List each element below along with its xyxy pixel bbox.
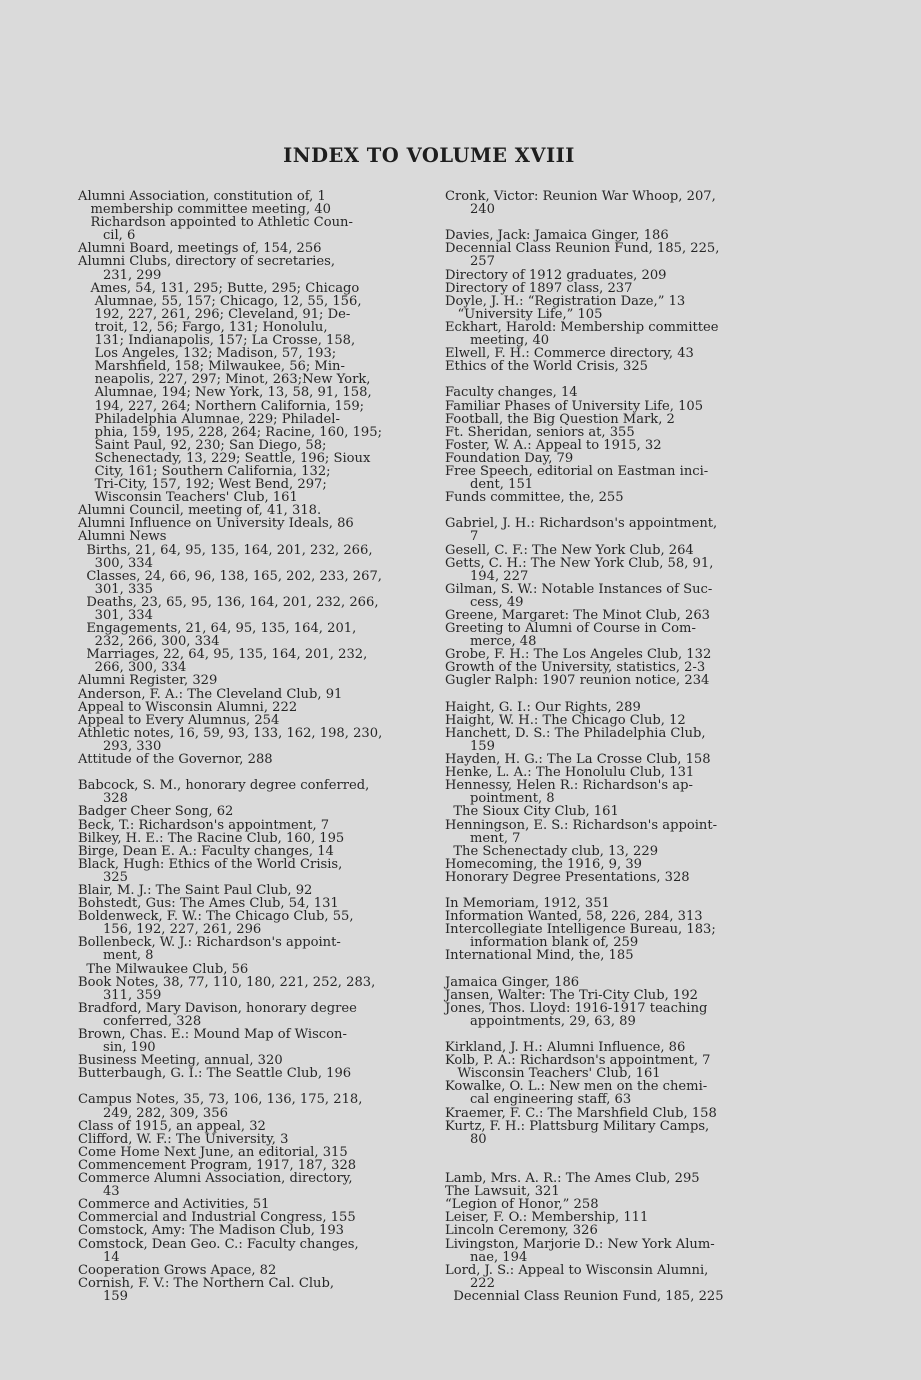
index-entry-line: 301, 335 (78, 581, 153, 597)
index-entry-line: Ethics of the World Crisis, 325 (445, 359, 649, 375)
index-entry-line: Ames, 54, 131, 295; Butte, 295; Chicago (78, 280, 360, 296)
index-entry-line: Athletic notes, 16, 59, 93, 133, 162, 198, 230, (78, 725, 383, 741)
index-entry-line: Davies, Jack: Jamaica Ginger, 186 (445, 228, 669, 244)
index-entry-line: Blair, M. J.: The Saint Paul Club, 92 (78, 882, 313, 898)
index-entry-line: Lincoln Ceremony, 326 (445, 1223, 598, 1239)
index-entry-line: 301, 334 (78, 608, 153, 623)
index-entry-line: sin, 190 (78, 1040, 156, 1056)
index-entry-line: Book Notes, 38, 77, 110, 180, 221, 252, 283, (78, 974, 376, 990)
index-entry-line: Familiar Phases of University Life, 105 (445, 398, 704, 414)
index-entry-line: Kraemer, F. C.: The Marshfield Club, 158 (445, 1105, 717, 1121)
index-entry-line: Doyle, J. H.: “Registration Daze,” 13 (445, 293, 686, 309)
index-entry-line: Bilkey, H. E.: The Racine Club, 160, 195 (78, 830, 345, 846)
index-entry-line: Alumni Association, constitution of, 1 (78, 189, 326, 204)
index-entry-line: Hennessy, Helen R.: Richardson's ap- (445, 778, 693, 794)
index-entry-line: Greeting to Alumni of Course in Com- (445, 621, 696, 637)
index-entry-line: Come Home Next June, an editorial, 315 (78, 1144, 348, 1160)
index-entry-line: Los Angeles, 132; Madison, 57, 193; (78, 346, 337, 362)
index-entry-line: Kirkland, J. H.: Alumni Influence, 86 (445, 1040, 686, 1056)
index-entry-line: In Memoriam, 1912, 351 (445, 896, 610, 912)
index-entry-line: Beck, T.: Richardson's appointment, 7 (78, 817, 330, 833)
index-entry-line: 159 (78, 1288, 128, 1304)
index-entry-line: Leiser, F. O.: Membership, 111 (445, 1210, 649, 1226)
index-entry-line: International Mind, the, 185 (445, 948, 634, 964)
index-entry-line: 232, 266, 300, 334 (78, 634, 220, 650)
index-entry-line: Jansen, Walter: The Tri-City Club, 192 (445, 987, 698, 1003)
index-entry-line: 266, 300, 334 (78, 660, 187, 676)
index-entry-line: 43 (78, 1184, 120, 1200)
index-entry-line: Brown, Chas. E.: Mound Map of Wiscon- (78, 1027, 347, 1042)
index-entry-line: “Legion of Honor,” 258 (445, 1197, 599, 1213)
index-entry-line: ment, 8 (78, 948, 154, 964)
index-entry-line: 222 (445, 1275, 495, 1291)
index-entry-line: 131; Indianapolis, 157; La Crosse, 158, (78, 333, 356, 349)
index-entry-line: Intercollegiate Intelligence Bureau, 183; (445, 922, 716, 938)
index-entry-line: Comstock, Amy: The Madison Club, 193 (78, 1223, 345, 1239)
index-entry-line: Marriages, 22, 64, 95, 135, 164, 201, 232, (78, 647, 368, 663)
index-entry-line: 194, 227 (445, 568, 529, 584)
index-entry-line: Haight, G. I.: Our Rights, 289 (445, 699, 641, 715)
index-entry-line: Decennial Class Reunion Fund, 185, 225 (445, 1288, 724, 1304)
index-entry-line: cil, 6 (78, 228, 136, 244)
index-entry-line: Decennial Class Reunion Fund, 185, 225, (445, 241, 720, 257)
index-entry-line: Alumni News (78, 529, 167, 545)
index-entry-line: Alumni Clubs, directory of secretaries, (78, 254, 336, 270)
index-entry-line: Campus Notes, 35, 73, 106, 136, 175, 218, (78, 1092, 363, 1108)
index-entry-line: The Schenectady club, 13, 229 (445, 843, 659, 859)
index-entry-line: Gesell, C. F.: The New York Club, 264 (445, 542, 694, 558)
index-entry-line: ment, 7 (445, 830, 521, 846)
index-entry-line: Growth of the University, statistics, 2-3 (445, 660, 706, 676)
index-entry-line: conferred, 328 (78, 1013, 202, 1029)
index-entry-line: Homecoming, the 1916, 9, 39 (445, 856, 642, 872)
index-entry-line: Wisconsin Teachers' Club, 161 (445, 1066, 661, 1082)
index-entry-line: Class of 1915, an appeal, 32 (78, 1118, 266, 1134)
index-entry-line: Classes, 24, 66, 96, 138, 165, 202, 233, 267, (78, 568, 382, 584)
index-entry-line: Schenectady, 13, 229; Seattle, 196; Sioux (78, 450, 371, 466)
index-entry-line: 14 (78, 1249, 120, 1265)
index-entry-line: Directory of 1912 graduates, 209 (445, 267, 667, 283)
index-entry-line: Faculty changes, 14 (445, 385, 578, 401)
index-entry-line: Cronk, Victor: Reunion War Whoop, 207, (445, 189, 716, 204)
index-column-right (445, 190, 790, 1303)
index-entry-line: Henke, L. A.: The Honolulu Club, 131 (445, 765, 695, 781)
index-entry-line: Eckhart, Harold: Membership committee (445, 319, 719, 335)
index-entry-line: The Sioux City Club, 161 (445, 804, 619, 820)
index-entry-line: pointment, 8 (445, 791, 555, 807)
index-entry-line: Information Wanted, 58, 226, 284, 313 (445, 909, 703, 925)
index-entry-line: 325 (78, 869, 128, 885)
index-entry-line: merce, 48 (445, 634, 537, 650)
index-entry-line: Directory of 1897 class, 237 (445, 280, 633, 296)
index-entry-line: Getts, C. H.: The New York Club, 58, 91, (445, 555, 714, 571)
index-entry-line: 231, 299 (78, 267, 162, 283)
index-entry-line: 240 (445, 202, 495, 218)
index-entry-line: Comstock, Dean Geo. C.: Faculty changes, (78, 1236, 359, 1252)
index-entry-line: Clifford, W. F.: The University, 3 (78, 1131, 289, 1147)
index-entry-line: Appeal to Wisconsin Alumni, 222 (78, 699, 298, 715)
index-entry-line: Jamaica Ginger, 186 (445, 974, 580, 990)
index-entry-line: Boldenweck, F. W.: The Chicago Club, 55, (78, 909, 354, 925)
index-entry-line: 311, 359 (78, 987, 162, 1003)
index-entry-line: 249, 282, 309, 356 (78, 1105, 228, 1121)
index-entry-line: information blank of, 259 (445, 935, 639, 951)
index-entry-line: 192, 227, 261, 296; Cleveland, 91; De- (78, 306, 351, 322)
index-entry-line: 300, 334 (78, 555, 153, 571)
index-entry-line: Attitude of the Governor, 288 (78, 752, 273, 768)
index-entry-line: Foundation Day, 79 (445, 450, 574, 466)
index-spacer (445, 963, 790, 976)
page-title: INDEX TO VOLUME XVIII (283, 144, 575, 167)
index-entry-line: Marshfield, 158; Milwaukee, 56; Min- (78, 359, 345, 375)
index-entry-line: Gabriel, J. H.: Richardson's appointment, (445, 516, 718, 532)
index-entry-line: Lord, J. S.: Appeal to Wisconsin Alumni, (445, 1262, 709, 1278)
index-entry-line: cal engineering staff, 63 (445, 1092, 632, 1108)
index-entry-line: Alumni Board, meetings of, 154, 256 (78, 241, 322, 257)
index-entry-line: dent, 151 (445, 477, 534, 493)
index-entry-line: Black, Hugh: Ethics of the World Crisis, (78, 856, 343, 872)
index-entry-line: Football, the Big Question Mark, 2 (445, 411, 675, 427)
index-entry-line: Cornish, F. V.: The Northern Cal. Club, (78, 1275, 335, 1291)
index-entry-line: The Lawsuit, 321 (445, 1184, 560, 1200)
index-entry-line: membership committee meeting, 40 (78, 202, 331, 218)
index-entry-line: Alumnae, 55, 157; Chicago, 12, 55, 156, (78, 293, 362, 309)
index-entry-line: Philadelphia Alumnae, 229; Philadel- (78, 411, 340, 427)
index-entry-line: Funds committee, the, 255 (445, 490, 624, 506)
index-entry-line: 156, 192, 227, 261, 296 (78, 922, 262, 938)
index-entry-line: neapolis, 227, 297; Minot, 263;New York, (78, 372, 371, 388)
index-entry-line: Births, 21, 64, 95, 135, 164, 201, 232, 266, (78, 542, 373, 558)
index-entry-line: City, 161; Southern California, 132; (78, 463, 331, 479)
index-entry-line: meeting, 40 (445, 333, 550, 349)
index-entry-line: Livingston, Marjorie D.: New York Alum- (445, 1236, 715, 1252)
index-entry-line: Ft. Sheridan, seniors at, 355 (445, 424, 635, 440)
index-entry-line: Cooperation Grows Apace, 82 (78, 1262, 277, 1278)
index-entry-line: appointments, 29, 63, 89 (445, 1013, 636, 1029)
index-entry-line: Haight, W. H.: The Chicago Club, 12 (445, 712, 686, 728)
index-entry-line: Babcock, S. M., honorary degree conferred, (78, 778, 370, 794)
index-entry-line: Tri-City, 157, 192; West Bend, 297; (78, 477, 327, 493)
index-entry-line: Kowalke, O. L.: New men on the chemi- (445, 1079, 708, 1095)
index-entry-line: nae, 194 (445, 1249, 528, 1265)
index-entry-line: Appeal to Every Alumnus, 254 (78, 712, 280, 728)
index-entry-line: Deaths, 23, 65, 95, 136, 164, 201, 232, 266, (78, 594, 379, 610)
index-entry-line: Badger Cheer Song, 62 (78, 804, 234, 820)
index-entry-line: Alumni Influence on University Ideals, 86 (78, 516, 354, 532)
index-entry-line: Commerce and Activities, 51 (78, 1197, 270, 1213)
index-entry-line: Grobe, F. H.: The Los Angeles Club, 132 (445, 647, 712, 663)
index-entry-line: Honorary Degree Presentations, 328 (445, 869, 690, 885)
index-entry-line: Hayden, H. G.: The La Crosse Club, 158 (445, 752, 711, 768)
index-entry-line: Henningson, E. S.: Richardson's appoint- (445, 817, 718, 833)
index-entry-line: Engagements, 21, 64, 95, 135, 164, 201, (78, 621, 357, 637)
index-entry-line: Birge, Dean E. A.: Faculty changes, 14 (78, 843, 334, 859)
index-column-left (78, 190, 423, 1303)
index-entry-line: Commencement Program, 1917, 187, 328 (78, 1157, 357, 1173)
index-entry-line: phia, 159, 195, 228, 264; Racine, 160, 195; (78, 424, 383, 440)
index-entry-line: 257 (445, 254, 495, 270)
index-entry-line: Alumnae, 194; New York, 13, 58, 91, 158, (78, 385, 372, 401)
index-entry-line: Hanchett, D. S.: The Philadelphia Club, (445, 725, 706, 741)
index-entry-line: Greene, Margaret: The Minot Club, 263 (445, 608, 710, 623)
index-entry-line: Free Speech, editorial on Eastman inci- (445, 463, 709, 479)
index-entry-line: Kurtz, F. H.: Plattsburg Military Camps, (445, 1118, 710, 1134)
index-entry-line: Business Meeting, annual, 320 (78, 1053, 283, 1069)
index-entry-line: Richardson appointed to Athletic Coun- (78, 215, 353, 231)
index-entry-line: Alumni Council, meeting of, 41, 318. (78, 503, 322, 519)
index-entry-line: Lamb, Mrs. A. R.: The Ames Club, 295 (445, 1171, 700, 1187)
index-spacer (445, 688, 790, 701)
index-entry-line: Commercial and Industrial Congress, 155 (78, 1210, 356, 1226)
index-entry-line: Gugler Ralph: 1907 reunion notice, 234 (445, 673, 710, 689)
index-entry-line: 194, 227, 264; Northern California, 159; (78, 398, 365, 414)
index-entry-line: Jones, Thos. Lloyd: 1916-1917 teaching (445, 1000, 708, 1016)
index-entry-line: 7 (445, 529, 479, 545)
index-entry-line: “University Life,” 105 (445, 306, 603, 322)
index-entry-line: Wisconsin Teachers' Club, 161 (78, 490, 298, 506)
index-entry-line: Foster, W. A.: Appeal to 1915, 32 (445, 437, 662, 453)
index-entry-line: 293, 330 (78, 738, 162, 754)
index-entry-line: 328 (78, 791, 128, 807)
index-entry-line: Kolb, P. A.: Richardson's appointment, 7 (445, 1053, 711, 1069)
index-entry-line: Bollenbeck, W. J.: Richardson's appoint- (78, 935, 341, 951)
index-spacer (445, 1146, 790, 1159)
index-entry-line: Commerce Alumni Association, directory, (78, 1171, 353, 1187)
index-entry-line: troit, 12, 56; Fargo, 131; Honolulu, (78, 319, 328, 335)
index-entry-line: Bradford, Mary Davison, honorary degree (78, 1000, 357, 1016)
index-entry-line: The Milwaukee Club, 56 (78, 961, 249, 977)
index-entry-line: Saint Paul, 92, 230; San Diego, 58; (78, 437, 327, 453)
index-entry-line: Anderson, F. A.: The Cleveland Club, 91 (78, 686, 343, 702)
index-entry-line: Butterbaugh, G. I.: The Seattle Club, 196 (78, 1066, 352, 1082)
index-entry-line: Elwell, F. H.: Commerce directory, 43 (445, 346, 694, 362)
index-entry-line: cess, 49 (445, 594, 524, 610)
index-entry-line: 80 (445, 1131, 487, 1147)
index-entry-line: Gilman, S. W.: Notable Instances of Suc- (445, 581, 713, 597)
index-entry-line: Alumni Register, 329 (78, 673, 218, 689)
index-entry-line: 159 (445, 738, 495, 754)
index-entry-line: Bohstedt, Gus: The Ames Club, 54, 131 (78, 896, 339, 912)
